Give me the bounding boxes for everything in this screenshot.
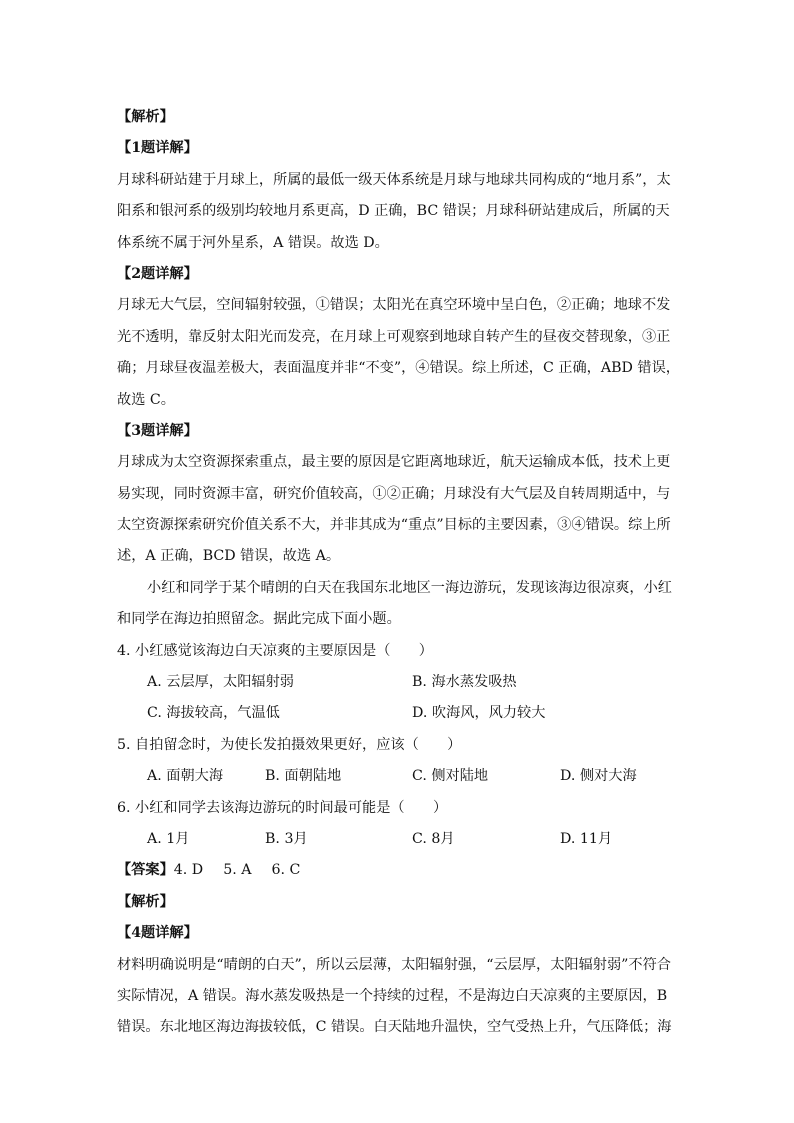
answer-item: 5. A (223, 862, 252, 879)
question-4-option-a: A. 云层厚，太阳辐射弱 (147, 674, 294, 691)
question-3-explanation-line: 易实现，同时资源丰富，研究价值较高，①②正确；月球没有大气层及自转周期适中，与 (117, 485, 671, 502)
analysis-heading: 【解析】 (117, 109, 174, 125)
question-5-option-d: D. 侧对大海 (560, 768, 637, 785)
question-4-option-c: C. 海拔较高，气温低 (147, 705, 280, 722)
question-4-options-row (117, 667, 677, 698)
material-paragraph-line: 和同学在海边拍照留念。据此完成下面小题。 (117, 611, 401, 628)
question-5-option-b: B. 面朝陆地 (265, 768, 342, 785)
question-4-detail-heading: 【4题详解】 (117, 925, 198, 942)
question-6-stem: 6. 小红和同学去该海边游玩的时间最可能是（ ） (117, 799, 448, 816)
question-1-explanation-line: 月球科研站建于月球上，所属的最低一级天体系统是月球与地球共同构成的“地月系”，太 (117, 171, 671, 188)
question-4-option-b: B. 海水蒸发吸热 (412, 674, 517, 691)
question-2-explanation-line: 故选 C。 (117, 391, 175, 408)
document-page (117, 102, 680, 1044)
material-paragraph-line: 小红和同学于某个晴朗的白天在我国东北地区一海边游玩，发现该海边很凉爽，小红 (147, 579, 672, 596)
question-5-option-a: A. 面朝大海 (147, 768, 224, 785)
question-4-explanation-line: 错误。东北地区海边海拔较低，C 错误。白天陆地升温快，空气受热上升，气压降低；海 (117, 1019, 672, 1036)
question-5-option-c: C. 侧对陆地 (412, 768, 489, 785)
question-4-stem: 4. 小红感觉该海边白天凉爽的主要原因是（ ） (117, 642, 433, 659)
question-4-option-d: D. 吹海风，风力较大 (412, 705, 546, 722)
question-2-explanation-line: 光不透明，靠反射太阳光而发亮，在月球上可观察到地球自转产生的昼夜交替现象，③正 (117, 328, 671, 345)
question-4-options-row (117, 698, 677, 729)
question-1-explanation-line: 体系统不属于河外星系，A 错误。故选 D。 (117, 234, 389, 251)
question-6-option-c: C. 8月 (412, 830, 455, 847)
question-4-explanation-line: 材料明确说明是“晴朗的白天”，所以云层薄，太阳辐射强，“云层厚，太阳辐射弱”不符合 (117, 956, 671, 973)
question-3-explanation-line: 月球成为太空资源探索重点，最主要的原因是它距离地球近，航天运输成本低，技术上更 (117, 454, 671, 471)
question-1-heading: 【1题详解】 (117, 140, 198, 157)
question-2-heading: 【2题详解】 (117, 265, 198, 282)
answer-item: 6. C (271, 862, 301, 879)
answer-row (117, 855, 677, 886)
question-3-explanation-line: 太空资源探索研究价值关系不大，并非其成为“重点”目标的主要因素，③④错误。综上所 (117, 517, 671, 534)
question-6-options-row (117, 824, 677, 855)
analysis-heading: 【解析】 (117, 893, 174, 910)
question-4-explanation-line: 实际情况，A 错误。海水蒸发吸热是一个持续的过程，不是海边白天凉爽的主要原因，B (117, 987, 668, 1004)
answer-label: 【答案】 (117, 862, 174, 879)
question-3-explanation-line: 述，A 正确，BCD 错误，故选 A。 (117, 548, 341, 565)
question-3-heading: 【3题详解】 (117, 422, 198, 439)
question-6-option-a: A. 1月 (147, 830, 190, 847)
question-2-explanation-line: 确；月球昼夜温差极大，表面温度并非“不变”，④错误。综上所述，C 正确，ABD 错误， (117, 360, 680, 377)
question-6-option-b: B. 3月 (265, 830, 308, 847)
answer-item: 4. D (173, 862, 204, 879)
question-6-option-d: D. 11月 (560, 830, 613, 847)
question-5-options-row (117, 761, 677, 792)
question-5-stem: 5. 自拍留念时，为使长发拍摄效果更好，应该（ ） (117, 736, 462, 753)
question-2-explanation-line: 月球无大气层，空间辐射较强，①错误；太阳光在真空环境中呈白色，②正确；地球不发 (117, 297, 671, 314)
question-1-explanation-line: 阳系和银河系的级别均较地月系更高，D 正确，BC 错误；月球科研站建成后，所属的天 (117, 203, 670, 220)
